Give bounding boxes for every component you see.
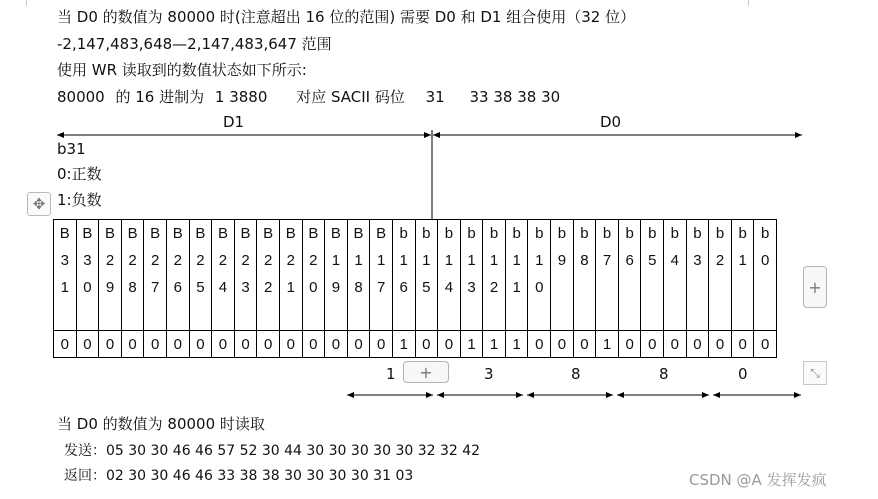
bit-value-cell: 0 <box>754 331 777 358</box>
bit-name-char: B <box>240 225 251 242</box>
bit-name-char: b <box>648 225 657 242</box>
bit-name-char: b <box>602 225 612 242</box>
ascii-label: 对应 SACII 码位 <box>296 88 405 106</box>
range-line: -2,147,483,648—2,147,483,647 范围 <box>57 35 332 53</box>
bit-name-char: 2 <box>173 252 182 269</box>
nibble-hex: 0 <box>738 365 748 383</box>
bit-name-char: 8 <box>354 279 363 296</box>
bit-name-char: 2 <box>196 252 205 269</box>
bit-name-cell <box>438 220 461 331</box>
bit-name-cell <box>144 220 167 331</box>
hex-label: 的 16 进制为 <box>115 88 205 106</box>
bit-name-cell <box>279 220 302 331</box>
bit-name-char: B <box>217 225 228 242</box>
bit-value-cell: 0 <box>528 331 551 358</box>
bit-name-char: 2 <box>128 252 137 269</box>
bit-name-cell <box>302 220 325 331</box>
bit-value-cell: 0 <box>234 331 257 358</box>
bit-name-char: 2 <box>151 252 160 269</box>
bit-name-char: B <box>263 225 274 242</box>
bit-value-cell: 0 <box>166 331 189 358</box>
bit-name-char: 1 <box>489 252 499 269</box>
bit-value-cell: 1 <box>505 331 528 358</box>
bit-name-cell <box>347 220 370 331</box>
bit-name-char: 2 <box>489 279 499 296</box>
bit-name-char: b <box>467 225 476 242</box>
bit-value-cell: 0 <box>189 331 212 358</box>
bit-value-cell: 0 <box>212 331 235 358</box>
sign-bit-label: b31 <box>57 140 86 158</box>
add-column-button[interactable] <box>803 266 827 308</box>
bit-value-row <box>54 331 777 358</box>
move-icon[interactable] <box>27 192 51 216</box>
bit-name-char: 3 <box>241 279 250 296</box>
wr-line: 使用 WR 读取到的数值状态如下所示: <box>57 61 307 79</box>
add-row-button[interactable] <box>403 361 449 383</box>
hex-value: 1 3880 <box>214 88 268 106</box>
bit-name-cell <box>76 220 99 331</box>
bit-name-cell <box>641 220 664 331</box>
bit-value-cell: 0 <box>641 331 664 358</box>
bit-name-char: 3 <box>60 252 69 269</box>
bit-value-cell: 0 <box>144 331 167 358</box>
bit-name-char: 1 <box>512 279 521 296</box>
bit-name-char: 5 <box>648 252 657 269</box>
bit-name-char: b <box>738 225 747 242</box>
bit-name-char: 1 <box>399 252 408 269</box>
bit-name-char: B <box>308 225 319 242</box>
bit-name-char: 2 <box>263 279 273 296</box>
bit-name-cell <box>234 220 257 331</box>
bit-name-char: B <box>376 225 387 242</box>
bit-name-char: 1 <box>444 252 454 269</box>
bit-name-char: 1 <box>331 252 341 269</box>
bit-name-char: 2 <box>218 252 228 269</box>
bit-name-cell <box>99 220 122 331</box>
nibble-hex: 1 <box>386 365 396 383</box>
bit-value-cell: 0 <box>573 331 596 358</box>
bit-name-char: 6 <box>399 279 408 296</box>
bit-value-cell: 1 <box>596 331 619 358</box>
ascii-rest: 33 38 38 30 <box>469 88 561 106</box>
bit-name-char: b <box>670 225 679 242</box>
bit-name-char: B <box>127 225 138 242</box>
bit-name-char: 5 <box>196 279 205 296</box>
bit-value-cell: 0 <box>99 331 122 358</box>
resize-glyph: ⤡ <box>810 365 820 380</box>
nibble-hex: 3 <box>484 365 494 383</box>
resize-icon[interactable] <box>803 361 827 385</box>
sign-positive: 0:正数 <box>57 165 102 183</box>
bit-name-char: 1 <box>376 252 386 269</box>
bit-name-cell <box>325 220 348 331</box>
bit-name-char: 1 <box>422 252 431 269</box>
bit-name-char: 8 <box>580 252 589 269</box>
bit-name-char: B <box>59 225 70 242</box>
bit-name-char: B <box>330 225 341 242</box>
bit-name-cell <box>551 220 574 331</box>
bit-value-cell: 0 <box>279 331 302 358</box>
read-title: 当 D0 的数值为 80000 时读取 <box>57 415 265 433</box>
bit-name-char: B <box>195 225 206 242</box>
bit-value-cell: 0 <box>76 331 99 358</box>
bit-name-char: 6 <box>625 252 634 269</box>
bit-name-char: 1 <box>738 252 747 269</box>
bit-value-cell: 0 <box>618 331 641 358</box>
bit-value-cell: 0 <box>325 331 348 358</box>
bit-name-char: 1 <box>535 252 544 269</box>
bit-name-cell <box>505 220 528 331</box>
bit-name-cell <box>121 220 144 331</box>
bit-name-char: b <box>422 225 431 242</box>
bit-name-cell <box>166 220 189 331</box>
bit-name-char: 0 <box>761 252 770 269</box>
bit-name-char: 9 <box>557 252 567 269</box>
bit-name-char: 1 <box>467 252 476 269</box>
heading-line: 当 D0 的数值为 80000 时(注意超出 16 位的范围) 需要 D0 和 D1 组合使用（32 位） <box>57 8 636 26</box>
bit-value-cell: 0 <box>551 331 574 358</box>
bit-name-cell <box>370 220 393 331</box>
bit-name-char: b <box>399 225 408 242</box>
bit-name-char: 9 <box>105 279 115 296</box>
bit-value-cell: 0 <box>415 331 438 358</box>
bit-name-cell <box>212 220 235 331</box>
bit-name-cell <box>709 220 732 331</box>
nibble-hex: 8 <box>659 365 669 383</box>
decimal-value: 80000 <box>57 88 105 106</box>
bit-name-char: b <box>557 225 567 242</box>
bit-name-char: 3 <box>83 252 92 269</box>
bit-name-cell <box>618 220 641 331</box>
bit-name-char: 0 <box>83 279 92 296</box>
bit-name-char: 7 <box>151 279 160 296</box>
bit-name-char: 5 <box>422 279 431 296</box>
bit-name-cell <box>189 220 212 331</box>
bit-name-cell <box>731 220 754 331</box>
bit-value-cell: 0 <box>370 331 393 358</box>
bit-name-char: 1 <box>512 252 521 269</box>
bit-name-cell <box>54 220 77 331</box>
bit-name-char: B <box>172 225 183 242</box>
bit-name-char: B <box>353 225 364 242</box>
bit-name-char: b <box>512 225 521 242</box>
bit-name-char: 4 <box>218 279 228 296</box>
bit-name-char: b <box>715 225 725 242</box>
bit-value-cell: 0 <box>709 331 732 358</box>
bit-name-row <box>54 220 777 331</box>
bit-name-cell <box>415 220 438 331</box>
bit-name-char: 8 <box>128 279 137 296</box>
bit-name-char: b <box>761 225 770 242</box>
plus-icon: + <box>419 362 433 382</box>
bit-value-cell: 0 <box>731 331 754 358</box>
bit-name-char: 2 <box>286 252 295 269</box>
bit-name-char: 3 <box>467 279 476 296</box>
bit-name-char: 2 <box>715 252 725 269</box>
bit-name-char: 6 <box>173 279 182 296</box>
bit-name-char: B <box>285 225 296 242</box>
bit-table <box>53 219 777 358</box>
bit-value-cell: 1 <box>392 331 415 358</box>
bit-name-char: 7 <box>602 252 612 269</box>
plus-icon: + <box>808 277 822 297</box>
bit-name-char: b <box>489 225 499 242</box>
bit-value-cell: 1 <box>460 331 483 358</box>
ascii-high: 31 <box>425 88 445 106</box>
bit-name-char: 7 <box>376 279 386 296</box>
bit-value-cell: 0 <box>438 331 461 358</box>
send-line: 发送：05 30 30 46 46 57 52 30 44 30 30 30 30 30 32 32 42 <box>64 443 481 459</box>
bit-name-cell <box>664 220 687 331</box>
sign-negative: 1:负数 <box>57 191 102 209</box>
bit-name-char: 1 <box>354 252 363 269</box>
nibble-hex: 8 <box>571 365 581 383</box>
bit-name-cell <box>596 220 619 331</box>
bit-name-char: b <box>535 225 544 242</box>
bit-name-cell <box>257 220 280 331</box>
bit-value-cell: 0 <box>664 331 687 358</box>
bit-value-cell: 0 <box>121 331 144 358</box>
bit-name-char: B <box>82 225 93 242</box>
bit-name-cell <box>528 220 551 331</box>
bit-name-char: b <box>625 225 634 242</box>
bit-name-cell <box>392 220 415 331</box>
bit-name-char: 1 <box>286 279 295 296</box>
bit-value-cell: 0 <box>257 331 280 358</box>
bit-name-char: 1 <box>60 279 69 296</box>
bit-value-cell: 0 <box>302 331 325 358</box>
watermark: CSDN @A 发挥发疯 <box>689 471 827 489</box>
bit-name-cell <box>754 220 777 331</box>
bit-name-char: 3 <box>693 252 702 269</box>
bit-name-cell <box>573 220 596 331</box>
bit-value-cell: 0 <box>347 331 370 358</box>
bit-value-cell: 1 <box>483 331 506 358</box>
move-glyph: ✥ <box>32 195 46 213</box>
bit-name-char: 2 <box>309 252 318 269</box>
bit-name-cell <box>686 220 709 331</box>
bit-name-char: 2 <box>241 252 250 269</box>
bit-value-cell: 0 <box>686 331 709 358</box>
bit-name-cell <box>483 220 506 331</box>
bit-name-cell <box>460 220 483 331</box>
bit-name-char: 4 <box>444 279 454 296</box>
bit-name-char: b <box>693 225 702 242</box>
bit-name-char: 0 <box>309 279 318 296</box>
bit-name-char: B <box>104 225 115 242</box>
reply-line: 返回：02 30 30 46 46 33 38 38 30 30 30 30 31 03 <box>64 468 414 484</box>
bit-name-char: 4 <box>670 252 679 269</box>
bit-name-char: 0 <box>535 279 544 296</box>
bit-name-char: 9 <box>331 279 341 296</box>
bit-name-char: B <box>150 225 161 242</box>
bit-name-char: b <box>580 225 589 242</box>
d0-label: D0 <box>600 113 622 131</box>
bit-name-char: 2 <box>105 252 115 269</box>
bit-value-cell: 0 <box>54 331 77 358</box>
bit-name-char: b <box>444 225 454 242</box>
bit-name-char: 2 <box>263 252 273 269</box>
d1-label: D1 <box>223 113 245 131</box>
